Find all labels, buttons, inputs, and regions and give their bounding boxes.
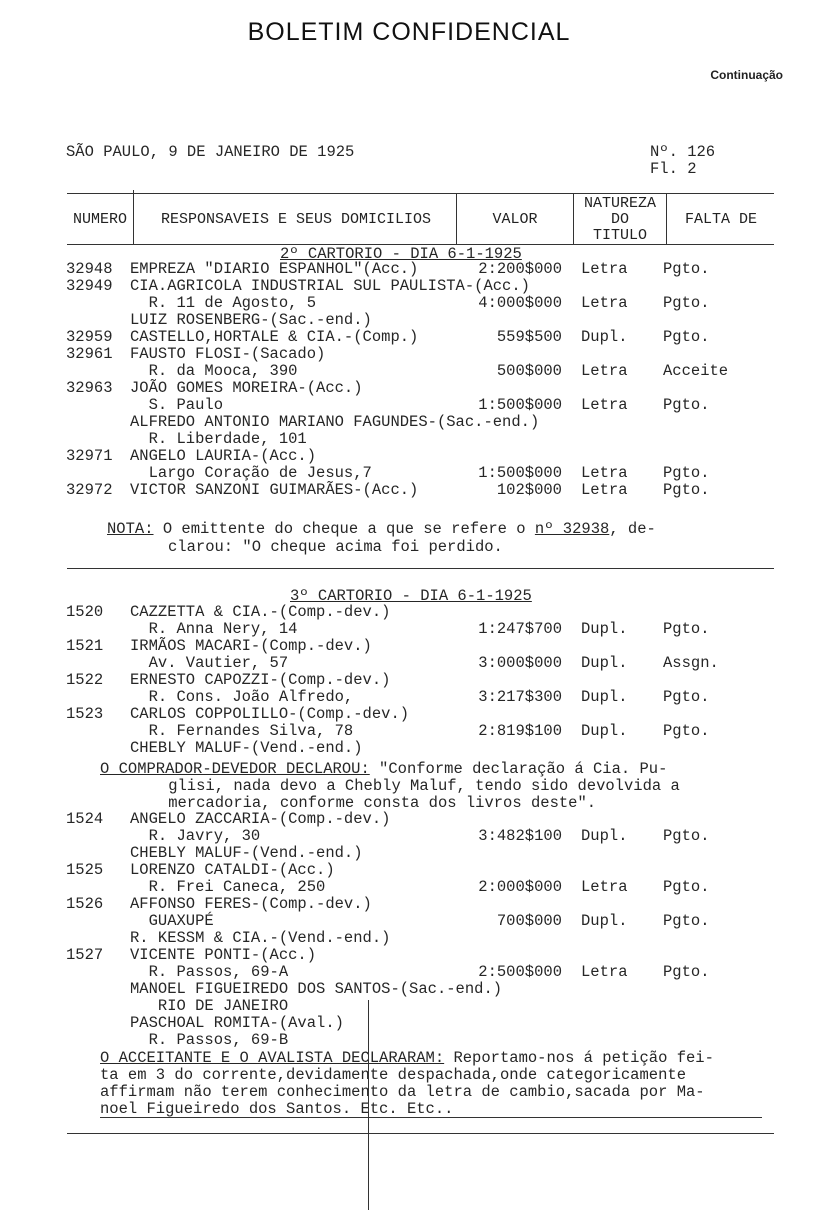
row-natureza: Dupl.: [581, 827, 628, 845]
row-number: 32963: [66, 379, 113, 397]
row-number: 1524: [66, 810, 104, 828]
row-responsavel: R. Passos, 69-A: [130, 963, 289, 981]
row-number: 32948: [66, 260, 113, 278]
row-responsavel: R. KESSM & CIA.-(Vend.-end.): [130, 929, 391, 947]
row-responsavel: Largo Coração de Jesus,7: [130, 464, 372, 482]
row-responsavel: R. Cons. João Alfredo,: [130, 688, 354, 706]
row-number: 1523: [66, 705, 104, 723]
row-number: 32949: [66, 277, 113, 295]
row-responsavel: CIA.AGRICOLA INDUSTRIAL SUL PAULISTA-(Acc.): [130, 277, 530, 295]
header-natureza-1: NATUREZA: [583, 195, 656, 212]
row-falta: Pgto.: [663, 328, 710, 346]
row-responsavel: CAZZETTA & CIA.-(Comp.-dev.): [130, 603, 391, 621]
row-valor: 559$500: [496, 328, 562, 346]
row-responsavel: EMPREZA "DIARIO ESPANHOL"(Acc.): [130, 260, 419, 278]
row-valor: 3:217$300: [478, 688, 562, 706]
row-responsavel: CARLOS COPPOLILLO-(Comp.-dev.): [130, 705, 410, 723]
row-falta: Pgto.: [663, 722, 710, 740]
row-natureza: Dupl.: [581, 620, 628, 638]
declaration-2-text: Reportamo-nos á petição fei-: [444, 1049, 714, 1067]
declaration-1-line-3: mercadoria, conforme consta dos livros deste".: [131, 794, 597, 812]
row-falta: Pgto.: [663, 963, 710, 981]
note-line: [107, 520, 656, 538]
row-number: 32971: [66, 447, 113, 465]
column-divider: [456, 193, 457, 244]
row-falta: Assgn.: [663, 654, 719, 672]
bulletin-number: Nº. 126: [650, 143, 716, 161]
row-valor: 2:819$100: [478, 722, 562, 740]
row-number: 32961: [66, 345, 113, 363]
row-responsavel: JOÃO GOMES MOREIRA-(Acc.): [130, 379, 363, 397]
note-line-2: clarou: "O cheque acima foi perdido.: [168, 538, 503, 556]
table-top-rule: [67, 193, 774, 194]
continuation-label: Continuação: [710, 68, 783, 82]
row-responsavel: GUAXUPÉ: [130, 912, 214, 930]
column-divider: [666, 193, 667, 244]
row-falta: Pgto.: [663, 481, 710, 499]
declaration-1-label: O COMPRADOR-DEVEDOR DECLAROU:: [100, 760, 370, 778]
row-valor: 1:247$700: [478, 620, 562, 638]
row-natureza: Letra: [581, 396, 628, 414]
row-valor: 1:500$000: [478, 464, 562, 482]
declaration-2-line-4: noel Figueiredo dos Santos. Etc. Etc..: [100, 1100, 454, 1118]
row-falta: Pgto.: [663, 620, 710, 638]
header-falta: FALTA DE: [684, 211, 757, 228]
row-responsavel: ANGELO LAURIA-(Acc.): [130, 447, 317, 465]
row-natureza: Dupl.: [581, 912, 628, 930]
row-natureza: Letra: [581, 481, 628, 499]
row-falta: Pgto.: [663, 396, 710, 414]
row-number: 32959: [66, 328, 113, 346]
row-natureza: Letra: [581, 362, 628, 380]
section-heading: 2º CARTORIO - DIA 6-1-1925: [280, 245, 522, 263]
row-responsavel: CASTELLO,HORTALE & CIA.-(Comp.): [130, 328, 419, 346]
declaration-2-line-3: affirmam não terem conhecimento da letra de cambio,sacada por Ma-: [100, 1083, 705, 1101]
header-valor: VALOR: [492, 211, 538, 228]
note-text: O emittente do cheque a que se refere o: [153, 520, 535, 538]
row-natureza: Letra: [581, 464, 628, 482]
row-natureza: Letra: [581, 963, 628, 981]
declaration-1-line-1: [100, 760, 667, 778]
note-text-end: , de-: [609, 520, 656, 538]
row-falta: Pgto.: [663, 878, 710, 896]
row-valor: 4:000$000: [478, 294, 562, 312]
row-responsavel: CHEBLY MALUF-(Vend.-end.): [130, 844, 363, 862]
row-responsavel: LORENZO CATALDI-(Acc.): [130, 861, 335, 879]
row-responsavel: R. Anna Nery, 14: [130, 620, 298, 638]
row-responsavel: VICENTE PONTI-(Acc.): [130, 946, 317, 964]
header-natureza-3: TITULO: [592, 227, 647, 244]
fold-mark: [368, 1000, 369, 1210]
row-natureza: Dupl.: [581, 328, 628, 346]
row-responsavel: AFFONSO FERES-(Comp.-dev.): [130, 895, 372, 913]
row-natureza: Dupl.: [581, 722, 628, 740]
row-responsavel: R. Liberdade, 101: [130, 430, 307, 448]
place-date: SÃO PAULO, 9 DE JANEIRO DE 1925: [66, 143, 355, 161]
row-valor: 2:200$000: [478, 260, 562, 278]
row-responsavel: IRMÃOS MACARI-(Comp.-dev.): [130, 637, 372, 655]
declaration-1-text: "Conforme declaração á Cia. Pu-: [369, 760, 668, 778]
row-responsavel: R. Passos, 69-B: [130, 1031, 289, 1049]
row-valor: 2:500$000: [478, 963, 562, 981]
row-falta: Pgto.: [663, 260, 710, 278]
row-responsavel: ANGELO ZACCARIA-(Comp.-dev.): [130, 810, 391, 828]
declaration-1-line-2: glisi, nada devo a Chebly Maluf, tendo sido devolvida a: [131, 777, 680, 795]
row-responsavel: S. Paulo: [130, 396, 224, 414]
row-responsavel: RIO DE JANEIRO: [130, 997, 289, 1015]
row-responsavel: R. Frei Caneca, 250: [130, 878, 326, 896]
note-reference: nº 32938: [534, 520, 610, 538]
row-number: 1522: [66, 671, 104, 689]
row-falta: Pgto.: [663, 912, 710, 930]
row-valor: 500$000: [496, 362, 562, 380]
row-natureza: Letra: [581, 294, 628, 312]
section-rule: [67, 568, 774, 569]
declaration-underline: [100, 1117, 762, 1118]
row-responsavel: R. 11 de Agosto, 5: [130, 294, 317, 312]
declaration-2-label: O ACCEITANTE E O AVALISTA DECLARARAM:: [100, 1049, 445, 1067]
row-responsavel: FAUSTO FLOSI-(Sacado): [130, 345, 326, 363]
row-responsavel: MANOEL FIGUEIREDO DOS SANTOS-(Sac.-end.): [130, 980, 503, 998]
row-falta: Pgto.: [663, 827, 710, 845]
row-responsavel: Av. Vautier, 57: [130, 654, 289, 672]
row-natureza: Dupl.: [581, 654, 628, 672]
row-number: 1520: [66, 603, 104, 621]
row-number: 1526: [66, 895, 104, 913]
declaration-2-line-2: ta em 3 do corrente,devidamente despachada,onde categoricamente: [100, 1066, 686, 1084]
row-responsavel: PASCHOAL ROMITA-(Aval.): [130, 1014, 344, 1032]
row-valor: 3:482$100: [478, 827, 562, 845]
row-responsavel: LUIZ ROSENBERG-(Sac.-end.): [130, 311, 372, 329]
section-heading-2: 3º CARTORIO - DIA 6-1-1925: [290, 587, 532, 605]
row-valor: 2:000$000: [478, 878, 562, 896]
row-valor: 700$000: [496, 912, 562, 930]
document-title: BOLETIM CONFIDENCIAL: [247, 18, 571, 46]
row-falta: Acceite: [663, 362, 729, 380]
row-falta: Pgto.: [663, 294, 710, 312]
row-responsavel: ALFREDO ANTONIO MARIANO FAGUNDES-(Sac.-end.): [130, 413, 540, 431]
row-number: 1525: [66, 861, 104, 879]
note-label: NOTA:: [107, 520, 154, 538]
folio-number: Fl. 2: [650, 160, 697, 178]
row-number: 1527: [66, 946, 104, 964]
row-falta: Pgto.: [663, 688, 710, 706]
table-bottom-rule: [67, 1133, 774, 1134]
row-number: 32972: [66, 481, 113, 499]
row-natureza: Dupl.: [581, 688, 628, 706]
row-valor: 3:000$000: [478, 654, 562, 672]
row-falta: Pgto.: [663, 464, 710, 482]
row-responsavel: R. Javry, 30: [130, 827, 261, 845]
row-responsavel: CHEBLY MALUF-(Vend.-end.): [130, 739, 363, 757]
row-responsavel: VICTOR SANZONI GUIMARÃES-(Acc.): [130, 481, 419, 499]
header-natureza-2: DO: [610, 211, 629, 228]
header-responsaveis: RESPONSAVEIS E SEUS DOMICILIOS: [160, 211, 432, 228]
row-valor: 102$000: [496, 481, 562, 499]
row-valor: 1:500$000: [478, 396, 562, 414]
row-responsavel: R. da Mooca, 390: [130, 362, 298, 380]
row-number: 1521: [66, 637, 104, 655]
header-numero: NUMERO: [72, 211, 127, 228]
row-responsavel: R. Fernandes Silva, 78: [130, 722, 354, 740]
row-natureza: Letra: [581, 260, 628, 278]
declaration-2-line-1: [100, 1049, 714, 1067]
row-natureza: Letra: [581, 878, 628, 896]
row-responsavel: ERNESTO CAPOZZI-(Comp.-dev.): [130, 671, 391, 689]
